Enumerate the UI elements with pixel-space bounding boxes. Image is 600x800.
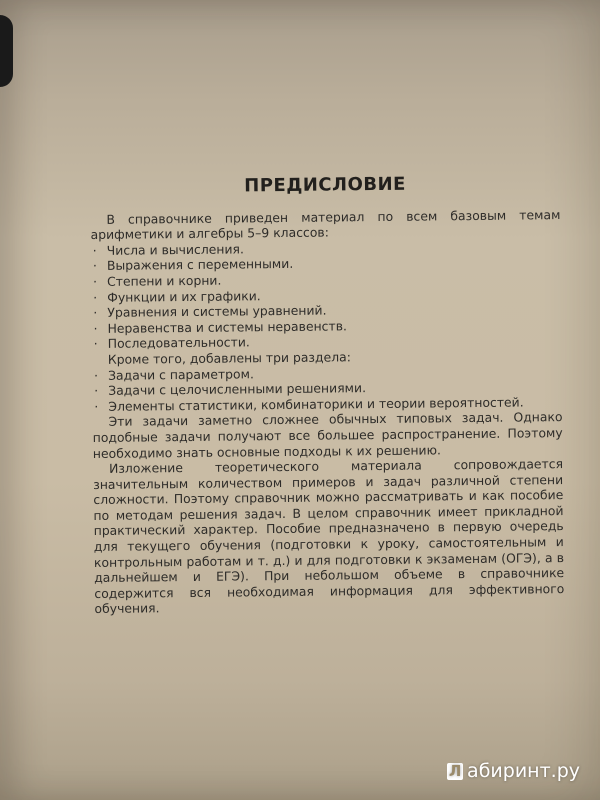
list-item: · Выражения с переменными. [92, 256, 294, 274]
show-through-text [150, 48, 480, 78]
watermark-text: абиринт.ру [467, 760, 580, 782]
page-title: ПРЕДИСЛОВИЕ [244, 173, 407, 197]
labirint-logo-icon: Л [448, 761, 462, 780]
list-item: · Неравенства и системы неравенств. [93, 318, 347, 336]
extra-intro-paragraph: Кроме того, добавлены три раздела: [107, 349, 351, 367]
paragraph-purpose: Изложение теоретического материала сопровождается значительным количеством примеров и задач различной степени сложности. Поэтому справочник можно рассматривать и как пособие по методам решения задач. В целом справочник имеет прикладной практический характер. Пособие предназначено в первую очередь для текущего обучения (подготовки к уроку, самостоятельным и контрольным работам и т. д.) и для подготовки к экзаменам (ОГЭ), а в дальнейшем и ЕГЭ). При небольшом объеме в справочнике содержится вся необходимая информация для эффективного обучения. [93, 456, 565, 617]
intro-paragraph: В справочнике приведен материал по всем базовым темам арифметики и алгебры 5–9 классов: [90, 206, 561, 243]
list-item: · Задачи с параметром. [93, 365, 254, 383]
labirint-watermark [447, 760, 580, 782]
paragraph-complexity: Эти задачи заметно сложнее обычных типовых задач. Однако подобные задачи получают все большее распространение. Поэтому необходимо знать основные подходы к их решению. [92, 409, 563, 461]
list-item: · Функции и их графики. [93, 287, 261, 305]
topics-list [91, 238, 562, 352]
preface-content [90, 175, 565, 617]
list-item: · Уравнения и системы уравнений. [93, 302, 327, 321]
list-item: · Степени и корни. [92, 272, 222, 289]
list-item: · Числа и вычисления. [92, 241, 244, 258]
list-item: · Задачи с целочисленными решениями. [94, 380, 367, 399]
list-item: · Элементы статистики, комбинаторики и теории вероятностей. [94, 394, 524, 414]
extra-topics-list [92, 363, 562, 415]
book-binding-edge [0, 15, 13, 87]
list-item: · Последовательности. [93, 334, 250, 352]
